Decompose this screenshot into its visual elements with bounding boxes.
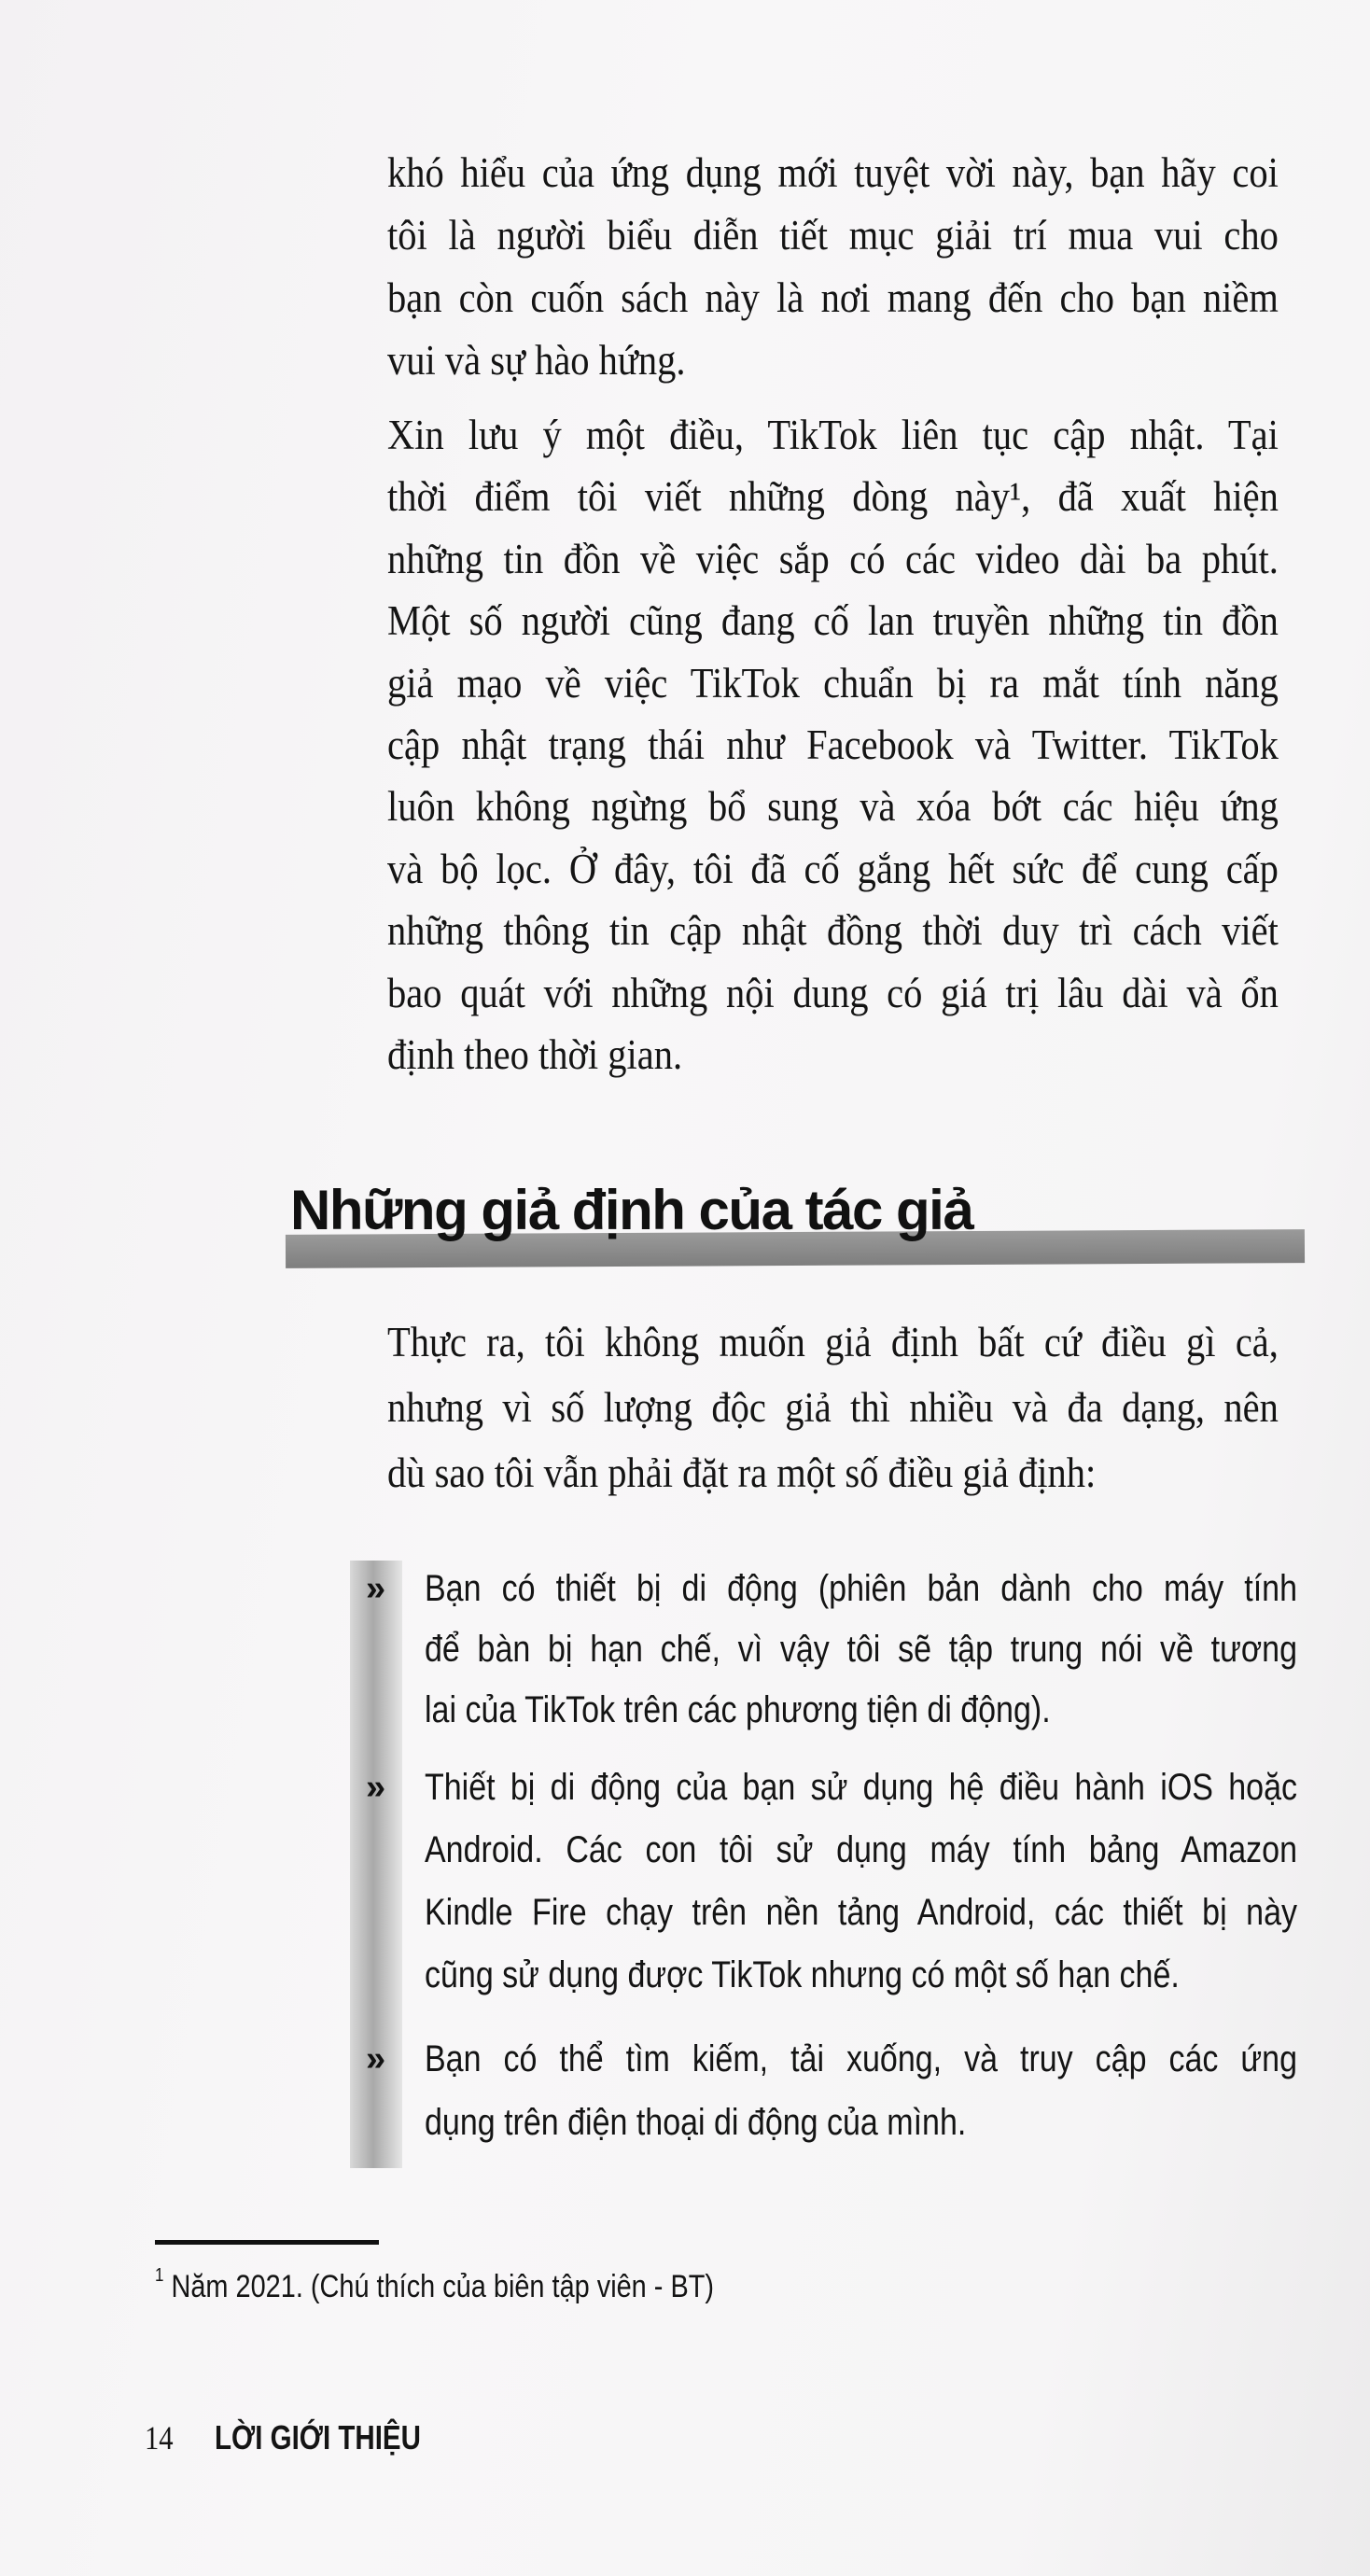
footnote-marker: 1 xyxy=(155,2265,164,2286)
text-line: dù sao tôi vẫn phải đặt ra một số điều giả định: xyxy=(387,1449,1097,1496)
text-line: cũng sử dụng được TikTok nhưng có một số hạn chế. xyxy=(425,1954,1180,1995)
text-line: và bộ lọc. Ở đây, tôi đã cố gắng hết sức để cung cấp xyxy=(387,845,1279,892)
text-line: Một số người cũng đang cố lan truyền những tin đồn xyxy=(387,597,1279,645)
bullet-chevron-icon: » xyxy=(366,2039,386,2079)
text-line: Xin lưu ý một điều, TikTok liên tục cập nhật. Tại xyxy=(387,412,1279,458)
text-line: Thiết bị di động của bạn sử dụng hệ điều hành iOS hoặc xyxy=(425,1767,1297,1808)
bullet-chevron-icon: » xyxy=(366,1569,386,1608)
text-line: Android. Các con tôi sử dụng máy tính bảng Amazon xyxy=(425,1829,1297,1870)
text-line: giả mạo về việc TikTok chuẩn bị ra mắt tính năng xyxy=(387,659,1279,707)
running-title: LỜI GIỚI THIỆU xyxy=(215,2418,421,2457)
bullet-chevron-icon: » xyxy=(366,1768,386,1807)
text-line: bạn còn cuốn sách này là nơi mang đến cho bạn niềm xyxy=(387,274,1279,321)
text-line: lai của TikTok trên các phương tiện di động). xyxy=(425,1689,1051,1730)
text-line: khó hiểu của ứng dụng mới tuyệt vời này, bạn hãy coi xyxy=(387,149,1279,196)
text-line: Thực ra, tôi không muốn giả định bất cứ điều gì cả, xyxy=(387,1319,1279,1365)
text-line: Bạn có thể tìm kiếm, tải xuống, và truy cập các ứng xyxy=(425,2038,1297,2079)
text-line: dụng trên điện thoại di động của mình. xyxy=(425,2102,967,2143)
text-line: bao quát với những nội dung có giá trị lâu dài và ổn xyxy=(387,969,1279,1016)
page-number: 14 xyxy=(145,2419,174,2457)
text-line: những tin đồn về việc sắp có các video dài ba phút. xyxy=(387,535,1279,582)
text-line: thời điểm tôi viết những dòng này¹, đã xuất hiện xyxy=(387,473,1279,521)
text-line: cập nhật trạng thái như Facebook và Twitter. TikTok xyxy=(387,721,1279,768)
footnote xyxy=(155,2266,714,2307)
text-line: định theo thời gian. xyxy=(387,1031,683,1078)
section-heading: Những giả định của tác giả xyxy=(290,1179,973,1241)
text-line: nhưng vì số lượng độc giả thì nhiều và đa dạng, nên xyxy=(387,1384,1279,1431)
text-line: những thông tin cập nhật đồng thời duy trì cách viết xyxy=(387,907,1279,955)
text-line: luôn không ngừng bổ sung và xóa bớt các hiệu ứng xyxy=(387,783,1279,831)
text-line: để bàn bị hạn chế, vì vậy tôi sẽ tập trung nói về tương xyxy=(425,1629,1297,1670)
footnote-text: Năm 2021. (Chú thích của biên tập viên - BT) xyxy=(171,2269,714,2304)
text-line: Bạn có thiết bị di động (phiên bản dành cho máy tính xyxy=(425,1568,1297,1609)
text-line: tôi là người biểu diễn tiết mục giải trí mua vui cho xyxy=(387,212,1279,259)
text-line: Kindle Fire chạy trên nền tảng Android, các thiết bị này xyxy=(425,1892,1297,1933)
text-line: vui và sự hào hứng. xyxy=(387,337,686,384)
footnote-rule xyxy=(155,2240,379,2245)
